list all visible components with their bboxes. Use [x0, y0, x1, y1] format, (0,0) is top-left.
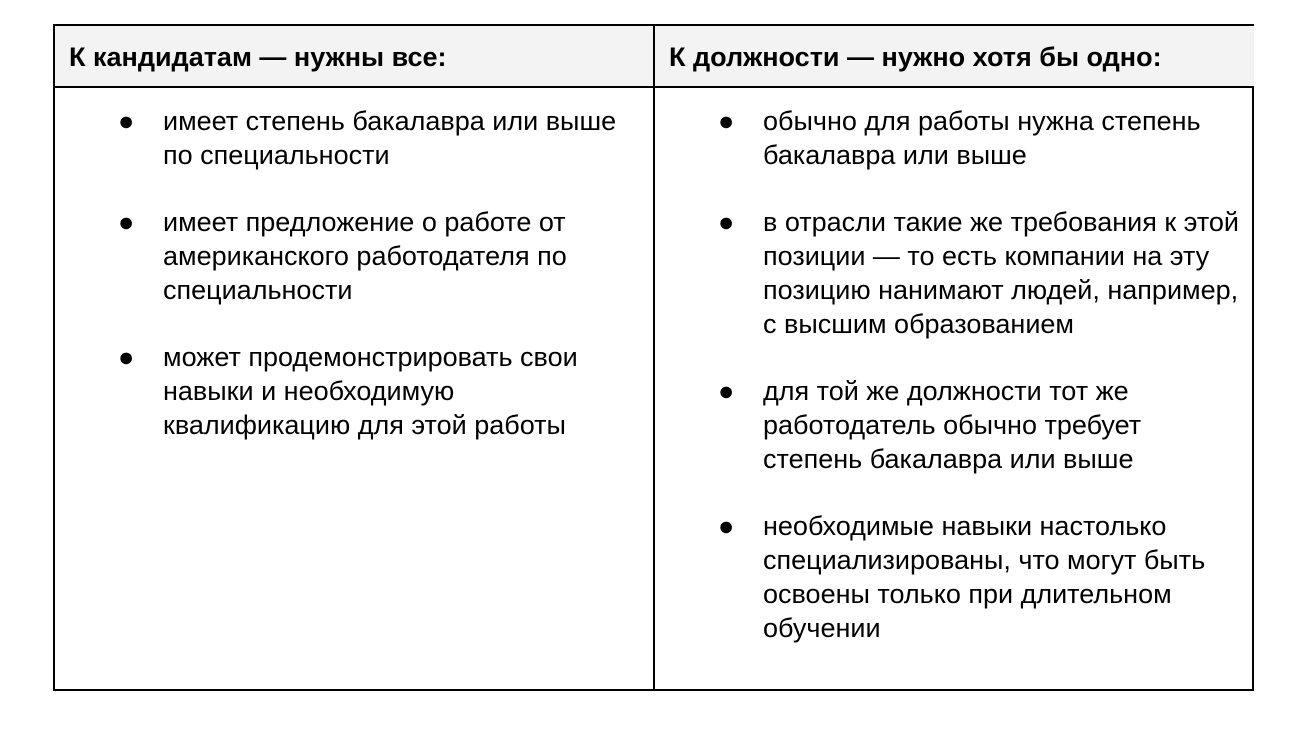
position-requirements-list [655, 104, 1254, 645]
bullet-icon: ● [118, 207, 135, 237]
bullet-icon: ● [718, 207, 735, 237]
bullet-icon: ● [118, 342, 135, 372]
candidate-requirements-header: К кандидатам — нужны все: [55, 26, 655, 88]
bullet-icon: ● [718, 511, 735, 541]
bullet-icon: ● [718, 106, 735, 136]
list-item-text: в отрасли такие же требования к этой позиции — то есть компании на эту позицию нанимают людей, например, с высшим образованием [763, 207, 1239, 339]
bullet-icon: ● [718, 376, 735, 406]
list-item-text: обычно для работы нужна степень бакалавра или выше [763, 106, 1201, 170]
requirements-table [53, 24, 1254, 691]
list-item-text: может продемонстрировать свои навыки и необходимую квалификацию для этой работы [163, 342, 578, 440]
list-item-text: имеет степень бакалавра или выше по специальности [163, 106, 617, 170]
list-item [655, 509, 1254, 645]
candidate-requirements-list [55, 104, 653, 442]
candidate-requirements-cell [55, 88, 655, 689]
list-item-text: необходимые навыки настолько специализированы, что могут быть освоены только при длительном обучении [763, 511, 1206, 643]
bullet-icon: ● [118, 106, 135, 136]
list-item [655, 374, 1254, 476]
list-item [655, 205, 1254, 341]
list-item [55, 104, 653, 172]
list-item-text: имеет предложение о работе от американского работодателя по специальности [163, 207, 567, 305]
list-item [655, 104, 1254, 172]
position-requirements-header: К должности — нужно хотя бы одно: [655, 26, 1254, 88]
list-item [55, 205, 653, 307]
list-item [55, 340, 653, 442]
position-requirements-cell [655, 88, 1254, 689]
list-item-text: для той же должности тот же работодатель обычно требует степень бакалавра или выше [763, 376, 1142, 474]
